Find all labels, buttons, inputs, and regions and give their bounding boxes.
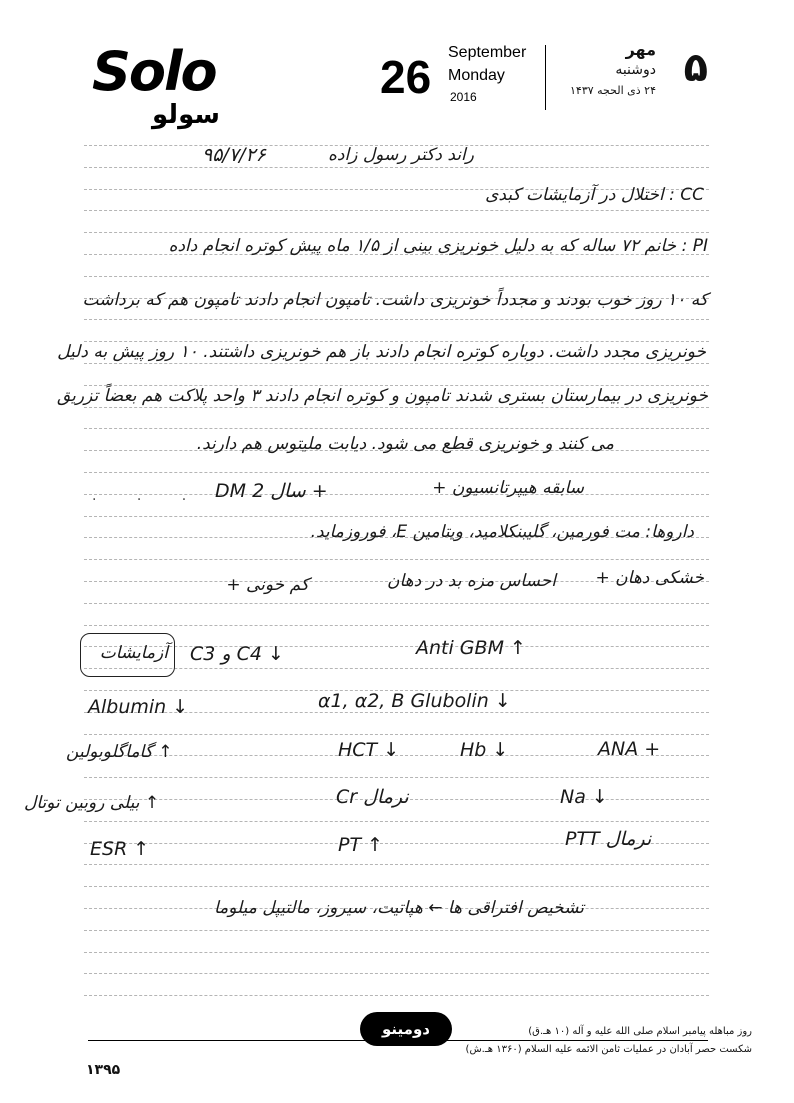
lab-anti-gbm: Anti GBM ↑ — [416, 637, 526, 659]
ruled-line — [84, 821, 709, 822]
ruled-line — [84, 734, 709, 735]
lab-c3c4: C3 و C4 ↓ — [190, 643, 284, 665]
ruled-line — [84, 603, 709, 604]
logo-text: Solo — [92, 40, 216, 103]
lab-ptt: PTT نرمال — [565, 828, 652, 850]
day-number: 26 — [380, 51, 432, 103]
ruled-line — [84, 952, 709, 953]
ruled-line — [84, 930, 709, 931]
ruled-line — [84, 668, 709, 669]
persian-month: مهر — [625, 40, 656, 59]
ruled-line — [84, 646, 709, 647]
note-pi-5: می کنند و خونریزی قطع می شود. دیابت ملیتوس هم دارند. — [196, 434, 614, 454]
solo-logo — [92, 40, 222, 140]
note-round: راند دکتر رسول زاده — [328, 145, 474, 165]
note-dm: DM 2 سال + — [215, 480, 328, 502]
note-pi-2: که ۱۰ روز خوب بودند و مجدداً خونریزی داشت. تامپون انجام دادند تامپون هم که برداشت — [82, 290, 708, 310]
ruled-line — [84, 210, 709, 211]
ruled-line — [84, 232, 709, 233]
ruled-line — [84, 886, 709, 887]
lab-albumin: Albumin ↓ — [88, 696, 189, 718]
ruled-line — [84, 559, 709, 560]
month-label: September — [448, 44, 527, 61]
lab-cr: Cr نرمال — [336, 786, 409, 808]
persian-weekday: دوشنبه — [615, 62, 656, 78]
lab-na: Na ↓ — [560, 786, 608, 808]
note-date: ۹۵/۷/۲۶ — [202, 144, 266, 166]
dot-row: . . . — [92, 488, 205, 504]
ruled-line — [84, 472, 709, 473]
weekday-label: Monday — [448, 67, 505, 84]
note-labs-title: آزمایشات — [99, 643, 168, 663]
ruled-line — [84, 995, 709, 996]
ruled-line — [84, 777, 709, 778]
note-history: سابقه هیپرتانسیون + — [432, 478, 584, 498]
note-drugs: داروها: مت فورمین، گلیبنکلامید، ویتامین E، فوروزماید. — [310, 522, 694, 542]
note-symptom-taste: احساس مزه بد در دهان — [387, 571, 556, 591]
ruled-line — [84, 363, 709, 364]
lab-esr: ESR ↑ — [90, 838, 150, 860]
note-symptom-dry-mouth: خشکی دهان + — [595, 568, 704, 588]
ruled-line — [84, 407, 709, 408]
ruled-line — [84, 167, 709, 168]
lab-pt: PT ↑ — [338, 834, 384, 856]
lab-hct: HCT ↓ — [338, 739, 400, 761]
persian-year: ۱۳۹۵ — [86, 1062, 121, 1078]
ruled-line — [84, 276, 709, 277]
note-symptom-anemia: کم خونی + — [226, 575, 309, 595]
note-pi-4: خونریزی در بیمارستان بستری شدند تامپون و کوتره انجام دادند ۳ واحد پلاکت هم بعضاً تزریق — [56, 386, 708, 406]
note-pi-1: PI : خانم ۷۲ ساله که به دلیل خونریزی بینی از ۱/۵ ماه پیش کوتره انجام داده — [168, 236, 708, 256]
note-cc: CC : اختلال در آزمایشات کبدی — [485, 185, 704, 205]
hijri-date: ۲۴ ذی الحجه ۱۴۳۷ — [570, 84, 656, 97]
ruled-line — [84, 428, 709, 429]
ruled-line — [84, 864, 709, 865]
lab-total-bilirubin: بیلی روبین توتال ↑ — [24, 793, 160, 813]
lab-globulin: α1, α2, B Glubolin ↓ — [318, 690, 511, 712]
note-pi-3: خونریزی مجدد داشت. دوباره کوتره انجام دادند باز هم خونریزی داشتند. ۱۰ روز پیش به دلیل — [57, 342, 706, 362]
ruled-line — [84, 625, 709, 626]
lab-hb: Hb ↓ — [460, 739, 509, 761]
ruled-line — [84, 516, 709, 517]
header-divider — [545, 45, 546, 110]
persian-day-number: ۵ — [683, 45, 708, 91]
footer-occasion-1: روز مباهله پیامبر اسلام صلی الله علیه و آله (۱۰ هـ.ق) — [528, 1026, 752, 1037]
note-differential-diagnosis: تشخیص افتراقی ها ← هپاتیت، سیروز، مالتیپل میلوما — [213, 898, 584, 918]
lab-gamma-globulin: گاماگلوبولین ↑ — [66, 742, 173, 762]
logo-subtitle: سولو — [152, 100, 220, 130]
domino-logo: دومینو — [360, 1012, 452, 1046]
lab-ana: ANA + — [598, 738, 661, 760]
ruled-line — [84, 319, 709, 320]
ruled-line — [84, 973, 709, 974]
footer-occasion-2: شکست حصر آبادان در عملیات ثامن الائمه علیه السلام (۱۳۶۰ هـ.ش) — [465, 1044, 752, 1055]
year-label: 2016 — [450, 90, 477, 104]
